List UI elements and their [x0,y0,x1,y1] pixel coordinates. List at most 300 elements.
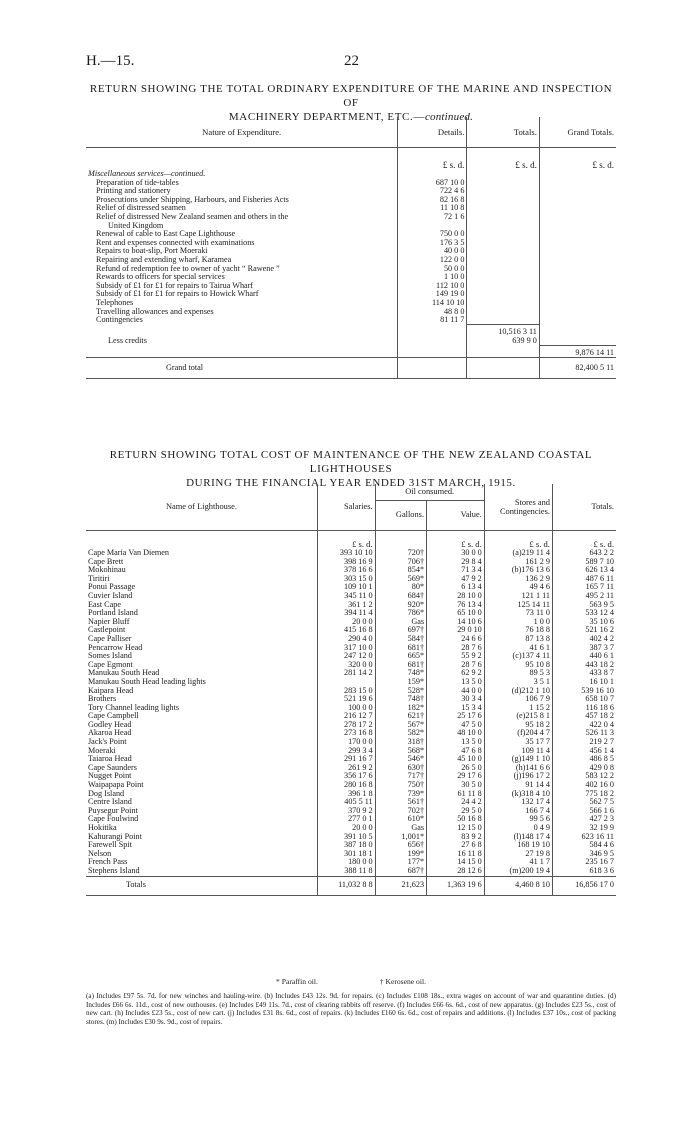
gallons-cell: 584† [375,635,426,644]
less-credits-row [86,337,616,346]
total-cell: 440 6 1 [552,652,616,661]
expenditure-detail: 81 11 7 [398,316,467,325]
expenditure-detail: 176 3 5 [398,239,467,248]
oil-value-cell: 61 11 8 [427,790,485,799]
expenditure-detail: 48 8 0 [398,308,467,317]
stores-cell: 132 17 4 [484,798,552,807]
salaries-cell: 283 15 0 [317,687,375,696]
gallons-cell: 610* [375,815,426,824]
unit-value: £ s. d. [427,531,485,550]
oil-value-cell: 83 9 2 [427,833,485,842]
expenditure-table [86,117,616,379]
grand-total-row [86,358,616,379]
salaries-cell: 320 0 0 [317,661,375,670]
stores-cell: (j)196 17 2 [484,772,552,781]
unit-grand: £ s. d. [539,148,616,171]
stores-cell: 161 2 9 [484,558,552,567]
expenditure-detail: 114 10 10 [398,299,467,308]
expenditure-label: Travelling allowances and expenses [96,306,214,316]
lighthouse-name: Kaipara Head [88,685,134,695]
expenditure-grand-cell [539,265,616,274]
total-cell: 495 2 11 [552,592,616,601]
oil-value-cell: 15 3 4 [427,704,485,713]
salaries-cell: 273 16 8 [317,729,375,738]
lighthouse-name: Cape Maria Van Diemen [88,548,170,557]
gallons-cell: 920* [375,601,426,610]
lighthouse-table [86,484,616,896]
salaries-cell: 394 11 4 [317,609,375,618]
total-cell: 618 3 6 [552,867,616,876]
table2-title-line1: RETURN SHOWING TOTAL COST OF MAINTENANCE OF THE NEW ZEALAND COASTAL LIGHTHOUSES [109,449,593,475]
expenditure-detail: 687 10 0 [398,179,467,188]
totals-stores: 4,460 8 10 [484,876,552,895]
salaries-cell: 100 0 0 [317,704,375,713]
total-cell: 486 8 5 [552,755,616,764]
expenditure-grand-cell [539,290,616,299]
stores-cell: (f)204 4 7 [484,729,552,738]
oil-value-cell: 47 5 0 [427,721,485,730]
salaries-cell: 261 9 2 [317,764,375,773]
expenditure-total-cell [467,282,539,291]
stores-cell: 3 5 1 [484,678,552,687]
stores-cell: 121 1 11 [484,592,552,601]
salaries-cell: 301 18 1 [317,850,375,859]
oil-value-cell: 16 11 8 [427,850,485,859]
salaries-cell: 180 0 0 [317,858,375,867]
stores-cell: 109 11 4 [484,747,552,756]
gallons-cell: 697† [375,626,426,635]
gallons-cell: Gas [375,824,426,833]
col-salaries-header: Salaries. [317,484,375,531]
less-credits-value: 639 9 0 [467,337,539,346]
expenditure-total-cell [467,308,539,317]
table2-title-line2: DURING THE FINANCIAL YEAR ENDED 31ST MARCH, 1915. [186,477,516,489]
lighthouse-name: Manukau South Head leading lights [88,676,206,686]
totals-value: 1,363 19 6 [427,876,485,895]
expenditure-row [86,290,616,299]
table1-title-line1: RETURN SHOWING THE TOTAL ORDINARY EXPENDITURE OF THE MARINE AND INSPECTION OF [89,83,613,109]
salaries-cell: 370 9 2 [317,807,375,816]
expenditure-row [86,308,616,317]
page-number: 22 [344,53,359,69]
expenditure-detail: 750 0 0 [398,230,467,239]
total-cell: 487 6 11 [552,575,616,584]
lighthouse-name: Dog Island [88,788,125,798]
total-cell: 165 7 11 [552,583,616,592]
oil-value-cell: 47 9 2 [427,575,485,584]
total-cell: 387 3 7 [552,644,616,653]
totals-salaries: 11,032 8 8 [317,876,375,895]
total-cell: 658 10 7 [552,695,616,704]
gallons-cell: 567* [375,721,426,730]
oil-value-cell: 50 16 8 [427,815,485,824]
total-cell: 457 18 2 [552,712,616,721]
expenditure-total-cell [467,247,539,256]
lighthouse-name: East Cape [88,599,121,609]
total-cell: 521 16 2 [552,626,616,635]
stores-cell: 0 4 9 [484,824,552,833]
gallons-cell: 182* [375,704,426,713]
stores-cell: (m)200 19 4 [484,867,552,876]
unit-stores: £ s. d. [484,531,552,550]
gallons-cell: 739* [375,790,426,799]
stores-cell: (k)318 4 10 [484,790,552,799]
stores-cell: (a)219 11 4 [484,549,552,558]
salaries-cell: 216 12 7 [317,712,375,721]
total-cell: 526 11 3 [552,729,616,738]
oil-value-cell: 65 10 0 [427,609,485,618]
salaries-cell: 391 10 5 [317,833,375,842]
totals-label: Totals [86,876,317,895]
gallons-cell: 681† [375,661,426,670]
expenditure-detail: 722 4 6 [398,187,467,196]
total-cell: 433 8 7 [552,669,616,678]
col-name-header: Name of Lighthouse. [86,484,317,531]
expenditure-total-cell [467,256,539,265]
salaries-cell: 398 16 9 [317,558,375,567]
salaries-cell: 299 3 4 [317,747,375,756]
expenditure-label: United Kingdom [108,220,164,230]
expenditure-total-cell [467,230,539,239]
expenditure-label: Relief of distressed New Zealand seamen and others in the [96,211,289,221]
salaries-cell: 20 0 0 [317,618,375,627]
table1-header-row [86,117,616,148]
gallons-cell: 318† [375,738,426,747]
total-cell: 219 2 7 [552,738,616,747]
expenditure-label: Subsidy of £1 for £1 for repairs to Howick Wharf [96,289,259,299]
total-cell: 402 16 0 [552,781,616,790]
lighthouse-name: Cape Egmont [88,659,133,669]
salaries-cell: 378 16 6 [317,566,375,575]
lighthouse-name: Centre Island [88,797,132,807]
expenditure-grand-cell [539,316,616,325]
expenditure-label: Repairs to boat-slip, Port Moeraki [96,246,208,256]
stores-cell: (g)149 1 10 [484,755,552,764]
unit-details: £ s. d. [398,148,467,171]
stores-cell: 95 18 2 [484,721,552,730]
total-cell: 589 7 10 [552,558,616,567]
section-label: Miscellaneous services—continued. [88,169,206,178]
gallons-cell: 582* [375,729,426,738]
total-cell: 533 12 4 [552,609,616,618]
expenditure-label: Rent and expenses connected with examinations [96,237,255,247]
stores-cell: (l)148 17 4 [484,833,552,842]
gallons-cell: 706† [375,558,426,567]
expenditure-detail: 72 1 6 [398,213,467,222]
gallons-cell: 621† [375,712,426,721]
oil-value-cell: 27 6 8 [427,841,485,850]
expenditure-label: Refund of redemption fee to owner of yacht “ Rawene ” [96,263,280,273]
lighthouse-name: Jack's Point [88,737,127,747]
salaries-cell: 393 10 10 [317,549,375,558]
expenditure-label: Subsidy of £1 for £1 for repairs to Tairua Wharf [96,280,254,290]
salaries-cell: 247 12 0 [317,652,375,661]
lighthouse-name: Hokitika [88,823,117,832]
expenditure-grand-cell [539,230,616,239]
stores-cell: 168 19 10 [484,841,552,850]
expenditure-grand-cell [539,308,616,317]
oil-value-cell: 13 5 0 [427,738,485,747]
footnotes [86,978,616,1026]
col-oil-header: Oil consumed. [375,484,484,501]
lighthouse-name: Portland Island [88,608,138,618]
grand-total-label: Grand total [86,358,398,379]
salaries-cell: 415 16 8 [317,626,375,635]
lighthouse-name: Kahurangi Point [88,831,142,841]
oil-value-cell: 29 5 0 [427,807,485,816]
gallons-cell: 786* [375,609,426,618]
gallons-cell: 750† [375,781,426,790]
lighthouse-name: French Pass [88,857,128,867]
paraffin-note: * Paraffin oil. [276,977,318,986]
expenditure-detail: 50 0 0 [398,265,467,274]
expenditure-total-cell [467,222,539,231]
lighthouse-name: Stephens Island [88,865,140,875]
stores-cell: (b)176 13 6 [484,566,552,575]
oil-value-cell: 28 7 6 [427,644,485,653]
expenditure-detail: 40 0 0 [398,247,467,256]
col-totals-header: Totals. [552,484,616,531]
expenditure-label: Contingencies [96,315,143,325]
total-cell: 346 9 5 [552,850,616,859]
table1-title-continued: continued. [424,111,474,123]
col-totals-header: Totals. [467,117,539,148]
expenditure-grand-cell [539,222,616,231]
total-cell: 584 4 6 [552,841,616,850]
gallons-cell: 561† [375,798,426,807]
oil-value-cell: 30 3 4 [427,695,485,704]
expenditure-total-cell [467,187,539,196]
oil-value-cell: 62 9 2 [427,669,485,678]
stores-cell: 27 19 8 [484,850,552,859]
stores-cell: 136 2 9 [484,575,552,584]
stores-cell: (d)212 1 10 [484,687,552,696]
col-details-header: Details. [398,117,467,148]
lighthouse-name: Pencarrow Head [88,642,143,652]
expenditure-row [86,316,616,325]
oil-value-cell: 47 6 8 [427,747,485,756]
stores-cell: 89 5 3 [484,669,552,678]
table1-unit-row [86,148,616,171]
expenditure-grand-cell [539,187,616,196]
gallons-cell: 687† [375,867,426,876]
oil-value-cell: 6 13 4 [427,583,485,592]
salaries-cell: 291 16 7 [317,755,375,764]
gallons-cell: 720† [375,549,426,558]
expenditure-grand-cell [539,179,616,188]
subtotal-row [86,325,616,337]
gallons-cell: 681† [375,644,426,653]
total-cell: 429 0 8 [552,764,616,773]
gallons-cell: 1,001* [375,833,426,842]
lighthouse-name: Manukau South Head [88,668,160,678]
expenditure-label: Relief of distressed seamen [96,203,186,213]
expenditure-label: Printing and stationery [96,186,171,196]
salaries-cell: 317 10 0 [317,644,375,653]
salaries-cell: 396 1 8 [317,790,375,799]
salaries-cell: 388 11 8 [317,867,375,876]
oil-value-cell: 55 9 2 [427,652,485,661]
unit-totals: £ s. d. [552,531,616,550]
expenditure-grand-cell [539,299,616,308]
gallons-cell: 702† [375,807,426,816]
total-cell: 235 16 7 [552,858,616,867]
stores-cell: 41 1 7 [484,858,552,867]
expenditure-grand-cell [539,273,616,282]
table1-title-line2: MACHINERY DEPARTMENT, ETC.—continued. [228,111,474,123]
oil-value-cell: 25 17 6 [427,712,485,721]
stores-cell: (h)141 6 6 [484,764,552,773]
col-gallons-header: Gallons. [375,501,426,531]
expenditure-total-cell [467,265,539,274]
total-cell: 623 16 11 [552,833,616,842]
lighthouse-name: Nugget Point [88,771,132,781]
expenditure-total-cell [467,290,539,299]
oil-value-cell: 48 10 0 [427,729,485,738]
lighthouse-name: Cape Saunders [88,762,137,772]
oil-value-cell: 26 5 0 [427,764,485,773]
salaries-cell: 277 0 1 [317,815,375,824]
total-cell: 562 7 5 [552,798,616,807]
footnote-text: (a) Includes £97 5s. 7d. for new winches and hauling-wire. (b) Includes £43 12s. 9d. for repairs. (c) Includes £108 18s., extra wages on account of war and quarantine duties. (d) Includes £66 6s. 11d., cost of new outhouses. (e) Includes £49 11s. 7d., cost of clearing rabbits off reserve. (f) Includes £66 6s. 6d., cost of new apparatus. (g) Includes £23 5s., cost of new cart. (h) Includes £23 5s., cost of new cart. (j) Includes £31 8s. 6d., cost of repairs. (k) Includes £160 6s. 6d., cost of repairs and additions. (l) Includes £37 10s., cost of packing stores. (m) Includes £30 9s. 9d., cost of repairs. [86,992,616,1026]
subtotal-value: 10,516 3 11 [467,325,539,337]
oil-value-cell: 71 3 4 [427,566,485,575]
kerosene-note: † Kerosene oil. [379,977,426,986]
total-cell: 643 2 2 [552,549,616,558]
total-cell: 539 16 10 [552,687,616,696]
table2-unit-row [86,531,616,550]
total-cell: 566 1 6 [552,807,616,816]
oil-value-cell: 14 15 0 [427,858,485,867]
stores-cell: (c)137 4 11 [484,652,552,661]
col-grand-header: Grand Totals. [539,117,616,148]
expenditure-detail: 11 10 8 [398,204,467,213]
total-cell: 583 12 2 [552,772,616,781]
oil-value-cell: 28 12 6 [427,867,485,876]
totals-row [86,876,616,895]
oil-value-cell: 13 5 0 [427,678,485,687]
salaries-cell: 280 16 8 [317,781,375,790]
expenditure-row [86,213,616,222]
totals-gallons: 21,623 [375,876,426,895]
expenditure-label: Repairing and extending wharf, Karamea [96,254,232,264]
expenditure-label: Renewal of cable to East Cape Lighthouse [96,229,236,239]
stores-cell: 73 11 0 [484,609,552,618]
expenditure-label: Preparation of tide-tables [96,177,179,187]
total-cell: 16 10 1 [552,678,616,687]
col-value-header: Value. [427,501,485,531]
oil-value-cell: 30 5 0 [427,781,485,790]
stores-cell: 91 14 4 [484,781,552,790]
lighthouse-name: Cape Brett [88,556,124,566]
stores-cell: 95 10 8 [484,661,552,670]
stores-cell: 99 5 6 [484,815,552,824]
expenditure-grand-cell [539,204,616,213]
stores-cell: 76 18 8 [484,626,552,635]
total-cell: 402 4 2 [552,635,616,644]
lighthouse-name: Tiritiri [88,573,110,583]
expenditure-total-cell [467,213,539,222]
expenditure-detail: 82 16 8 [398,196,467,205]
lighthouse-name: Brothers [88,694,117,704]
gallons-cell: 568* [375,747,426,756]
gallons-cell: 684† [375,592,426,601]
total-cell: 35 10 6 [552,618,616,627]
gallons-cell: 177* [375,858,426,867]
total-cell: 32 19 9 [552,824,616,833]
lighthouse-name: Castlepoint [88,625,126,635]
oil-value-cell: 29 0 10 [427,626,485,635]
unit-totals: £ s. d. [467,148,539,171]
lighthouse-name: Godley Head [88,719,132,729]
stores-cell: 1 15 2 [484,704,552,713]
page-header [86,53,616,75]
oil-value-cell: 14 10 6 [427,618,485,627]
stores-cell: 87 13 8 [484,635,552,644]
gallons-cell: 569* [375,575,426,584]
oil-key [86,978,616,986]
lighthouse-name: Tory Channel leading lights [88,702,180,712]
total-cell: 116 18 6 [552,704,616,713]
total-cell: 422 0 4 [552,721,616,730]
expenditure-label: Prosecutions under Shipping, Harbours, and Fisheries Acts [96,194,289,204]
expenditure-grand-cell [539,196,616,205]
less-credits-label: Less credits [108,335,147,345]
expenditure-grand-cell [539,256,616,265]
oil-value-cell: 29 8 4 [427,558,485,567]
totals-total: 16,856 17 0 [552,876,616,895]
expenditure-detail: 112 10 0 [398,282,467,291]
gallons-cell: 748† [375,695,426,704]
expenditure-detail: 122 0 0 [398,256,467,265]
total-cell: 626 13 4 [552,566,616,575]
oil-value-cell: 24 4 2 [427,798,485,807]
gallons-cell: 546* [375,755,426,764]
stores-cell: 166 7 4 [484,807,552,816]
salaries-cell: 387 18 0 [317,841,375,850]
grand-total-value: 82,400 5 11 [539,358,616,379]
gallons-cell: 656† [375,841,426,850]
gallons-cell: 717† [375,772,426,781]
oil-value-cell: 12 15 0 [427,824,485,833]
salaries-cell: 345 11 0 [317,592,375,601]
gallons-cell: 665* [375,652,426,661]
salaries-cell: 405 5 11 [317,798,375,807]
stores-cell: 41 6 1 [484,644,552,653]
lighthouse-name: Taiaroa Head [88,754,132,764]
oil-value-cell: 28 10 0 [427,592,485,601]
lighthouse-name: Cape Foulwind [88,814,139,824]
gallons-cell: 199* [375,850,426,859]
expenditure-total-cell [467,239,539,248]
lighthouse-name: Nelson [88,848,112,858]
salaries-cell: 521 19 6 [317,695,375,704]
gallons-cell: 854* [375,566,426,575]
expenditure-grand-cell [539,282,616,291]
lighthouse-name: Puysegur Point [88,805,138,815]
total-cell: 775 18 2 [552,790,616,799]
lighthouse-row [86,867,616,876]
stores-cell: 106 7 9 [484,695,552,704]
oil-value-cell: 76 13 4 [427,601,485,610]
oil-value-cell: 30 0 0 [427,549,485,558]
lighthouse-name: Cape Campbell [88,711,139,721]
lighthouse-name: Ponui Passage [88,582,136,592]
expenditure-label: Telephones [96,297,134,307]
salaries-cell: 290 4 0 [317,635,375,644]
expenditure-total-cell [467,316,539,325]
salaries-cell: 356 17 6 [317,772,375,781]
